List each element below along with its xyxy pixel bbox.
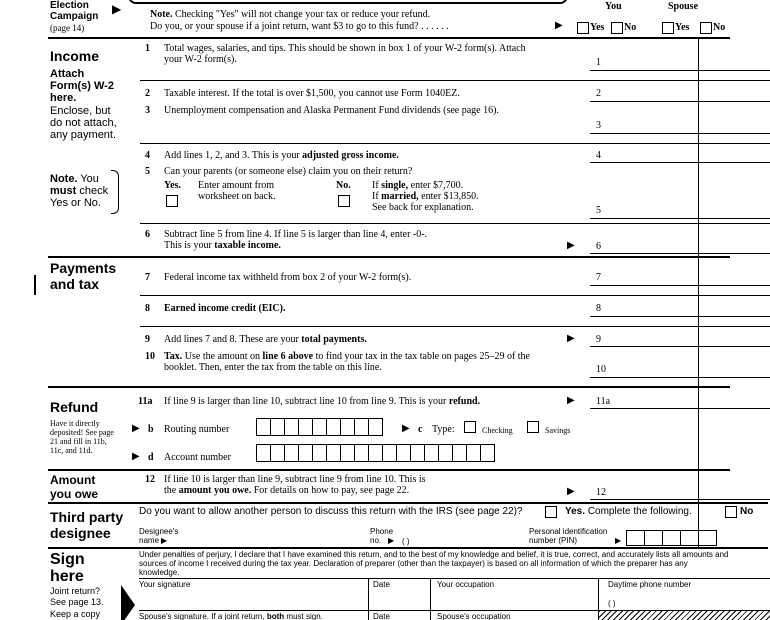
line-10-amount-field[interactable] xyxy=(590,377,770,378)
election-campaign-label: Election Campaign xyxy=(50,0,99,22)
must-check-note: Note. You must check Yes or No. xyxy=(50,173,109,209)
section-divider xyxy=(48,256,730,258)
checking-label: Checking xyxy=(482,426,513,435)
direct-deposit-note: Have it directly deposited! See page 21 and fill in 11b, 11c, and 11d. xyxy=(50,419,114,455)
line-4-amount-field[interactable] xyxy=(590,162,770,163)
you-label: You xyxy=(605,1,622,12)
account-number-label: Account number xyxy=(164,452,231,463)
line-3-amount-field[interactable] xyxy=(590,133,770,134)
you-no-label: No xyxy=(624,22,637,33)
section-divider xyxy=(48,469,730,471)
line-7-amount-field[interactable] xyxy=(590,285,770,286)
line-1-number: 1 xyxy=(145,43,150,54)
election-note-box xyxy=(128,0,568,4)
line-11a-text: If line 9 is larger than line 10, subtract line 10 from line 9. This is your refund. xyxy=(164,396,481,407)
row-divider xyxy=(140,80,770,81)
daytime-phone-input[interactable]: ( ) xyxy=(608,599,616,608)
third-party-no-checkbox[interactable] xyxy=(725,506,737,518)
arrow-icon: ▶ xyxy=(555,20,563,31)
checking-checkbox[interactable] xyxy=(464,421,476,433)
payments-title: Payments and tax xyxy=(50,260,117,292)
line-1-text: Total wages, salaries, and tips. This should be shown in box 1 of your W-2 form(s). Attach your W-2 form(s). xyxy=(164,43,526,65)
you-yes-checkbox[interactable] xyxy=(577,22,589,34)
account-number-input[interactable] xyxy=(256,444,495,462)
arrow-icon: ▶ xyxy=(567,486,575,497)
enclose-note: Enclose, but do not attach, any payment. xyxy=(50,105,117,141)
sign-here-title: Sign here xyxy=(50,551,85,585)
line-9-text: Add lines 7 and 8. These are your total payments. xyxy=(164,334,367,345)
designee-name-label: Designee's name xyxy=(139,527,179,545)
refund-title: Refund xyxy=(50,399,99,415)
line-5-yes-label: Yes. xyxy=(164,180,181,191)
spouse-no-label: No xyxy=(713,22,726,33)
line-11c-letter: c xyxy=(418,424,423,435)
spouse-yes-checkbox[interactable] xyxy=(662,22,674,34)
arrow-icon: ▶ xyxy=(161,536,168,545)
arrow-icon: ▶ xyxy=(402,423,410,434)
line-3-text: Unemployment compensation and Alaska Permanent Fund dividends (see page 16). xyxy=(164,105,499,116)
perjury-statement: Under penalties of perjury, I declare that I have examined this return, and to the best of my knowledge and belief, it is true, correct, and accurately lists all amounts and sources of income I received during the tax year. Declaration of preparer (other than the taxpayer) is based on all information of which the preparer has any knowledge. xyxy=(139,550,729,577)
election-note: Note. Checking "Yes" will not change your tax or reduce your refund. xyxy=(150,9,431,20)
section-divider xyxy=(48,502,768,504)
spouse-yes-label: Yes xyxy=(675,22,690,33)
account-type-label: Type: xyxy=(432,424,455,435)
pointer-arrow-icon: ▶ xyxy=(112,2,122,16)
line-9-amount-field[interactable] xyxy=(590,346,770,347)
line-9-entry-label: 9 xyxy=(596,334,601,345)
routing-number-label: Routing number xyxy=(164,424,230,435)
line-12-text: If line 10 is larger than line 9, subtract line 9 from line 10. This is the amount you owe. For details on how to pay, see page 22. xyxy=(164,474,426,496)
line-5-no-label: No. xyxy=(336,180,351,191)
amount-owe-title: Amount you owe xyxy=(50,473,99,501)
third-party-yes-label: Yes. Complete the following. xyxy=(565,506,692,517)
line-2-entry-label: 2 xyxy=(596,88,601,99)
line-5-no-text: If single, enter $7,700. If married, enter $13,850. See back for explanation. xyxy=(372,180,479,213)
third-party-yes-checkbox[interactable] xyxy=(545,506,557,518)
row-divider xyxy=(140,223,770,224)
line-10-text: Tax. Use the amount on line 6 above to find your tax in the tax table on pages 25–29 of the booklet. Then, enter the tax from the table on this line. xyxy=(164,351,530,373)
sign-arrow-icon xyxy=(121,585,135,620)
line-8-entry-label: 8 xyxy=(596,303,601,314)
line-5-yes-checkbox[interactable] xyxy=(166,195,178,207)
line-3-entry-label: 3 xyxy=(596,120,601,131)
section-divider xyxy=(48,547,768,549)
spouse-no-checkbox[interactable] xyxy=(700,22,712,34)
designee-pin-label: Personal identification number (PIN) xyxy=(529,527,608,545)
signature-date-field[interactable]: Date xyxy=(373,580,390,589)
routing-number-input[interactable] xyxy=(256,418,383,436)
line-4-number: 4 xyxy=(145,150,150,161)
line-12-entry-label: 12 xyxy=(596,487,606,498)
line-6-text: Subtract line 5 from line 4. If line 5 is larger than line 4, enter -0-. This is your taxable income. xyxy=(164,229,428,251)
row-divider xyxy=(139,578,770,579)
line-7-text: Federal income tax withheld from box 2 of your W-2 form(s). xyxy=(164,272,412,283)
arrow-icon: ▶ xyxy=(567,395,575,406)
spouse-occupation-field[interactable]: Spouse's occupation xyxy=(437,612,511,620)
designee-phone-label: Phone no. xyxy=(370,527,394,545)
savings-label: Savings xyxy=(545,426,571,435)
line-5-yes-text: Enter amount from worksheet on back. xyxy=(198,180,276,202)
line-6-amount-field[interactable] xyxy=(590,253,770,254)
savings-checkbox[interactable] xyxy=(527,421,539,433)
row-divider xyxy=(140,326,770,327)
line-7-number: 7 xyxy=(145,272,150,283)
line-8-number: 8 xyxy=(145,303,150,314)
column-divider xyxy=(430,578,431,620)
income-title: Income xyxy=(50,48,100,64)
line-12-number: 12 xyxy=(145,474,155,485)
joint-return-note: Joint return? See page 13. xyxy=(50,586,104,607)
spouse-date-field[interactable]: Date xyxy=(373,612,390,620)
line-5-text: Can your parents (or someone else) claim you on their return? xyxy=(164,166,413,177)
line-10-entry-label: 10 xyxy=(596,364,606,375)
line-6-number: 6 xyxy=(145,229,150,240)
line-7-entry-label: 7 xyxy=(596,272,601,283)
line-2-amount-field[interactable] xyxy=(590,101,770,102)
designee-phone-input[interactable]: ( ) xyxy=(402,537,410,546)
line-4-entry-label: 4 xyxy=(596,150,601,161)
you-yes-label: Yes xyxy=(590,22,605,33)
arrow-icon: ▶ xyxy=(567,240,575,251)
line-11a-number: 11a xyxy=(138,396,153,407)
line-9-number: 9 xyxy=(145,334,150,345)
election-question: Do you, or your spouse if a joint return, want $3 to go to this fund? . . . . . . xyxy=(150,21,449,32)
line-2-text: Taxable interest. If the total is over $1,500, you cannot use Form 1040EZ. xyxy=(164,88,460,99)
line-5-number: 5 xyxy=(145,166,150,177)
line-8-amount-field[interactable] xyxy=(590,316,770,317)
spouse-label: Spouse xyxy=(668,1,699,12)
third-party-title: Third party designee xyxy=(50,509,124,541)
you-no-checkbox[interactable] xyxy=(611,22,623,34)
column-divider xyxy=(368,578,369,620)
line-3-number: 3 xyxy=(145,105,150,116)
occupation-field[interactable]: Your occupation xyxy=(437,580,495,589)
designee-pin-input[interactable] xyxy=(626,530,717,546)
row-divider xyxy=(140,143,770,144)
line-10-number: 10 xyxy=(145,351,155,362)
brace xyxy=(111,170,119,214)
line-8-text: Earned income credit (EIC). xyxy=(164,303,286,314)
election-page-ref: (page 14) xyxy=(50,23,85,33)
line-11d-letter: d xyxy=(148,452,154,463)
third-party-question: Do you want to allow another person to discuss this return with the IRS (see page 22)? xyxy=(139,506,523,517)
line-2-number: 2 xyxy=(145,88,150,99)
line-5-entry-label: 5 xyxy=(596,205,601,216)
line-4-text: Add lines 1, 2, and 3. This is your adjusted gross income. xyxy=(164,150,399,161)
section-divider xyxy=(48,386,730,388)
line-5-no-checkbox[interactable] xyxy=(338,195,350,207)
arrow-icon: ▶ xyxy=(388,536,395,545)
spouse-signature-field[interactable]: Spouse's signature. If a joint return, both must sign. xyxy=(139,612,323,620)
line-11a-amount-field[interactable] xyxy=(590,408,770,409)
line-1-entry-label: 1 xyxy=(596,57,601,68)
section-divider xyxy=(48,37,730,39)
keep-copy-note: Keep a copy xyxy=(50,609,101,619)
line-5-amount-field[interactable] xyxy=(590,218,770,219)
your-signature-field[interactable]: Your signature xyxy=(139,580,191,589)
shaded-area xyxy=(599,611,770,620)
arrow-icon: ▶ xyxy=(567,333,575,344)
line-1-amount-field[interactable] xyxy=(590,70,770,71)
third-party-no-label: No xyxy=(740,506,754,517)
line-11a-entry-label: 11a xyxy=(596,396,611,407)
arrow-icon: ▶ xyxy=(132,423,140,434)
daytime-phone-label: Daytime phone number xyxy=(608,580,692,589)
margin-mark xyxy=(34,275,36,295)
attach-w2-note: Attach Form(s) W-2 here. xyxy=(50,68,114,104)
line-12-amount-field[interactable] xyxy=(590,499,770,500)
arrow-icon: ▶ xyxy=(615,536,622,545)
line-11b-letter: b xyxy=(148,424,154,435)
arrow-icon: ▶ xyxy=(132,451,140,462)
line-6-entry-label: 6 xyxy=(596,241,601,252)
row-divider xyxy=(140,295,770,296)
